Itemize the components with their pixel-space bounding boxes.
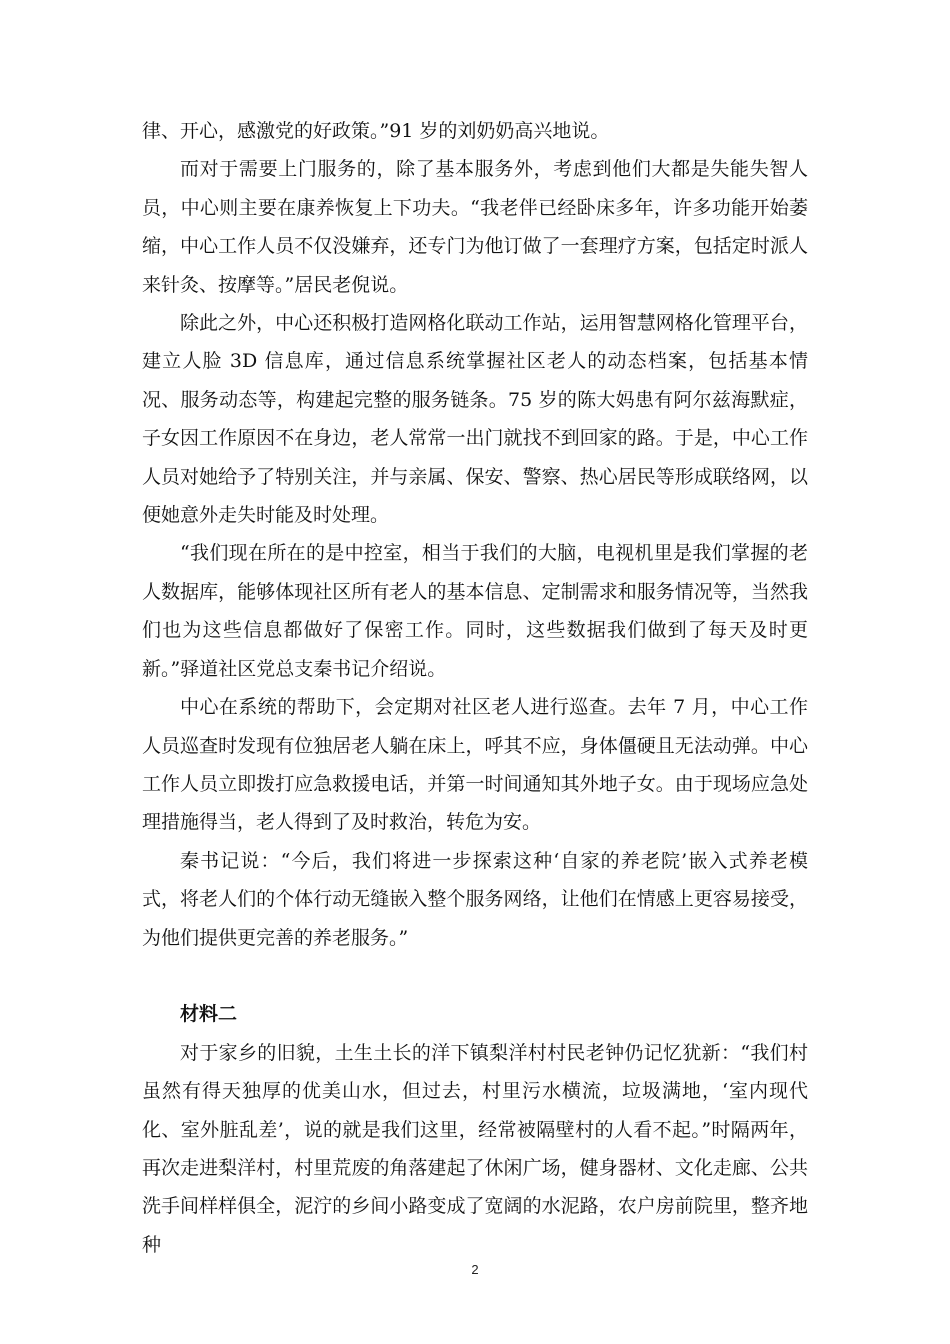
paragraph-village: 对于家乡的旧貌，土生土长的洋下镇梨洋村村民老钟仍记忆犹新：“我们村虽然有得天独厚的优美山水，但过去，村里污水横流，垃圾满地，‘室内现代化、室外脏乱差’，说的就是我们这里，经常被隔壁村的人看不起。”时隔两年，再次走进梨洋村，村里荒废的角落建起了休闲广场，健身器材、文化走廊、公共洗手间样样俱全，泥泞的乡间小路变成了宽阔的水泥路，农户房前院里，整齐地种 bbox=[142, 1041, 808, 1256]
paragraph-inspection: 中心在系统的帮助下，会定期对社区老人进行巡查。去年 7 月，中心工作人员巡查时发现有位独居老人躺在床上，呼其不应，身体僵硬且无法动弹。中心工作人员立即拨打应急救援电话，并第一时间通知其外地子女。由于现场应急处理措施得当，老人得到了及时救治，转危为安。 bbox=[142, 696, 808, 834]
body-text bbox=[142, 112, 808, 1264]
paragraph-secretary-quote: 秦书记说：“今后，我们将进一步探索这种‘自家的养老院’嵌入式养老模式，将老人们的个体行动无缝嵌入整个服务网络，让他们在情感上更容易接受，为他们提供更完善的养老服务。” bbox=[142, 849, 808, 949]
paragraph-home-service: 而对于需要上门服务的，除了基本服务外，考虑到他们大都是失能失智人员，中心则主要在康养恢复上下功夫。“我老伴已经卧床多年，许多功能开始萎缩，中心工作人员不仅没嫌弃，还专门为他订做了一套理疗方案，包括定时派人来针灸、按摩等。”居民老倪说。 bbox=[142, 158, 808, 296]
paragraph-grid-station: 除此之外，中心还积极打造网格化联动工作站，运用智慧网格化管理平台，建立人脸 3D 信息库，通过信息系统掌握社区老人的动态档案，包括基本情况、服务动态等，构建起完整的服务链条。75 岁的陈大妈患有阿尔兹海默症，子女因工作原因不在身边，老人常常一出门就找不到回家的路。于是，中心工作人员对她给予了特别关注，并与亲属、保安、警察、热心居民等形成联络网，以便她意外走失时能及时处理。 bbox=[142, 312, 808, 527]
page-number: 2 bbox=[471, 1262, 479, 1277]
section-heading: 材料二 bbox=[180, 1003, 238, 1026]
section-spacer bbox=[142, 957, 808, 995]
paragraph-continuation: 律、开心，感激党的好政策。”91 岁的刘奶奶高兴地说。 bbox=[142, 120, 610, 142]
paragraph-control-room: “我们现在所在的是中控室，相当于我们的大脑，电视机里是我们掌握的老人数据库，能够体现社区所有老人的基本信息、定制需求和服务情况等，当然我们也为这些信息都做好了保密工作。同时，这些数据我们做到了每天及时更新。”驿道社区党总支秦书记介绍说。 bbox=[142, 542, 808, 680]
